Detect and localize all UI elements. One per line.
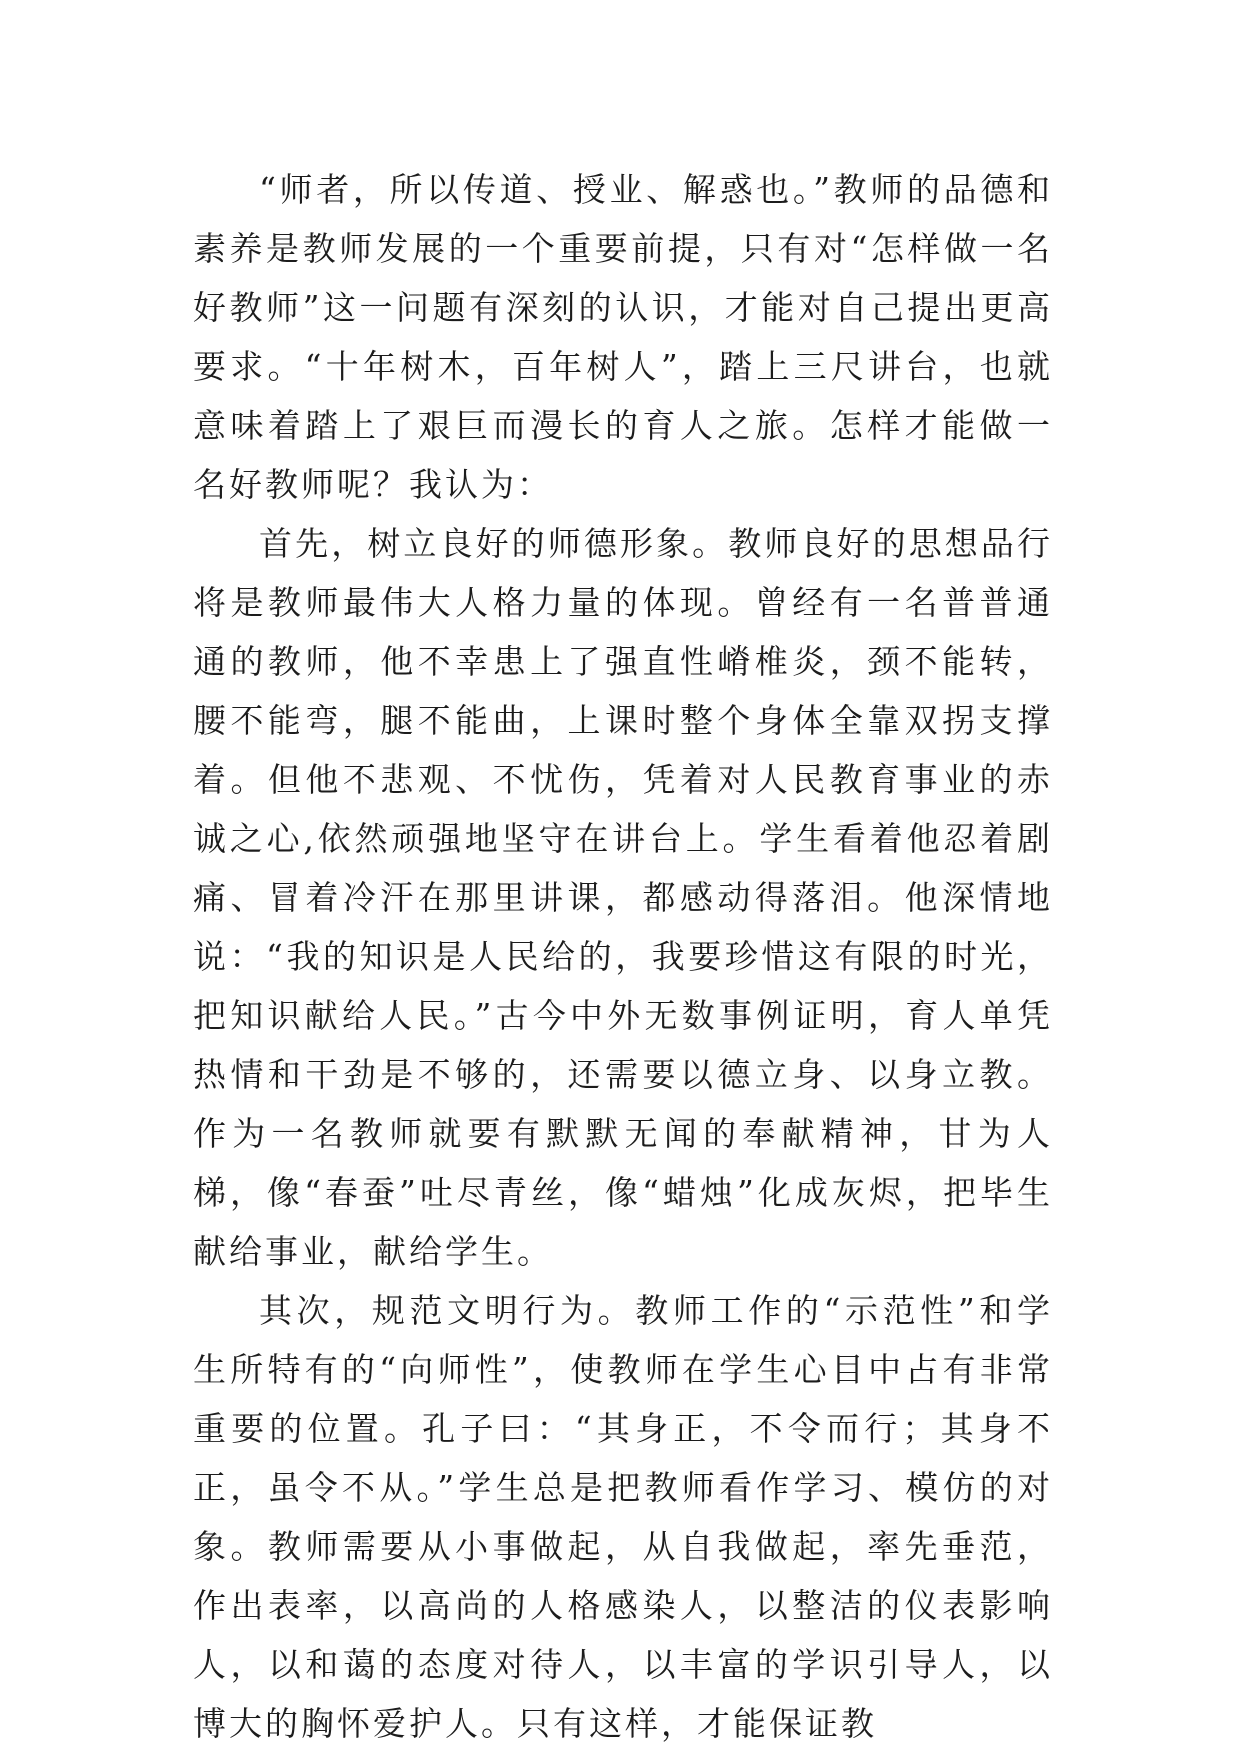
paragraph-intro: “师者，所以传道、授业、解惑也。”教师的品德和素养是教师发展的一个重要前提，只有对“怎样做一名好教师”这一问题有深刻的认识，才能对自己提出更高要求。“十年树木，百年树人”，踏上三尺讲台，也就意味着踏上了艰巨而漫长的育人之旅。怎样才能做一名好教师呢？我认为：	[193, 170, 1053, 504]
paragraph-first-point: 首先，树立良好的师德形象。教师良好的思想品行将是教师最伟大人格力量的体现。曾经有一名普普通通的教师，他不幸患上了强直性嵴椎炎，颈不能转，腰不能弯，腿不能曲，上课时整个身体全靠双拐支撑着。但他不悲观、不忧伤，凭着对人民教育事业的赤诚之心,依然顽强地坚守在讲台上。学生看着他忍着剧痛、冒着冷汗在那里讲课，都感动得落泪。他深情地说：“我的知识是人民给的，我要珍惜这有限的时光，把知识献给人民。”古今中外无数事例证明，育人单凭热情和干劲是不够的，还需要以德立身、以身立教。作为一名教师就要有默默无闻的奉献精神，甘为人梯，像“春蚕”吐尽青丝，像“蜡烛”化成灰烬，把毕生献给事业，献给学生。	[193, 524, 1053, 1271]
document-body	[193, 160, 1053, 1753]
paragraph-second-point: 其次，规范文明行为。教师工作的“示范性”和学生所特有的“向师性”，使教师在学生心目中占有非常重要的位置。孔子曰：“其身正，不令而行；其身不正，虽令不从。”学生总是把教师看作学习、模仿的对象。教师需要从小事做起，从自我做起，率先垂范，作出表率，以高尚的人格感染人，以整洁的仪表影响人，以和蔼的态度对待人，以丰富的学识引导人，以博大的胸怀爱护人。只有这样，才能保证教	[193, 1291, 1053, 1743]
